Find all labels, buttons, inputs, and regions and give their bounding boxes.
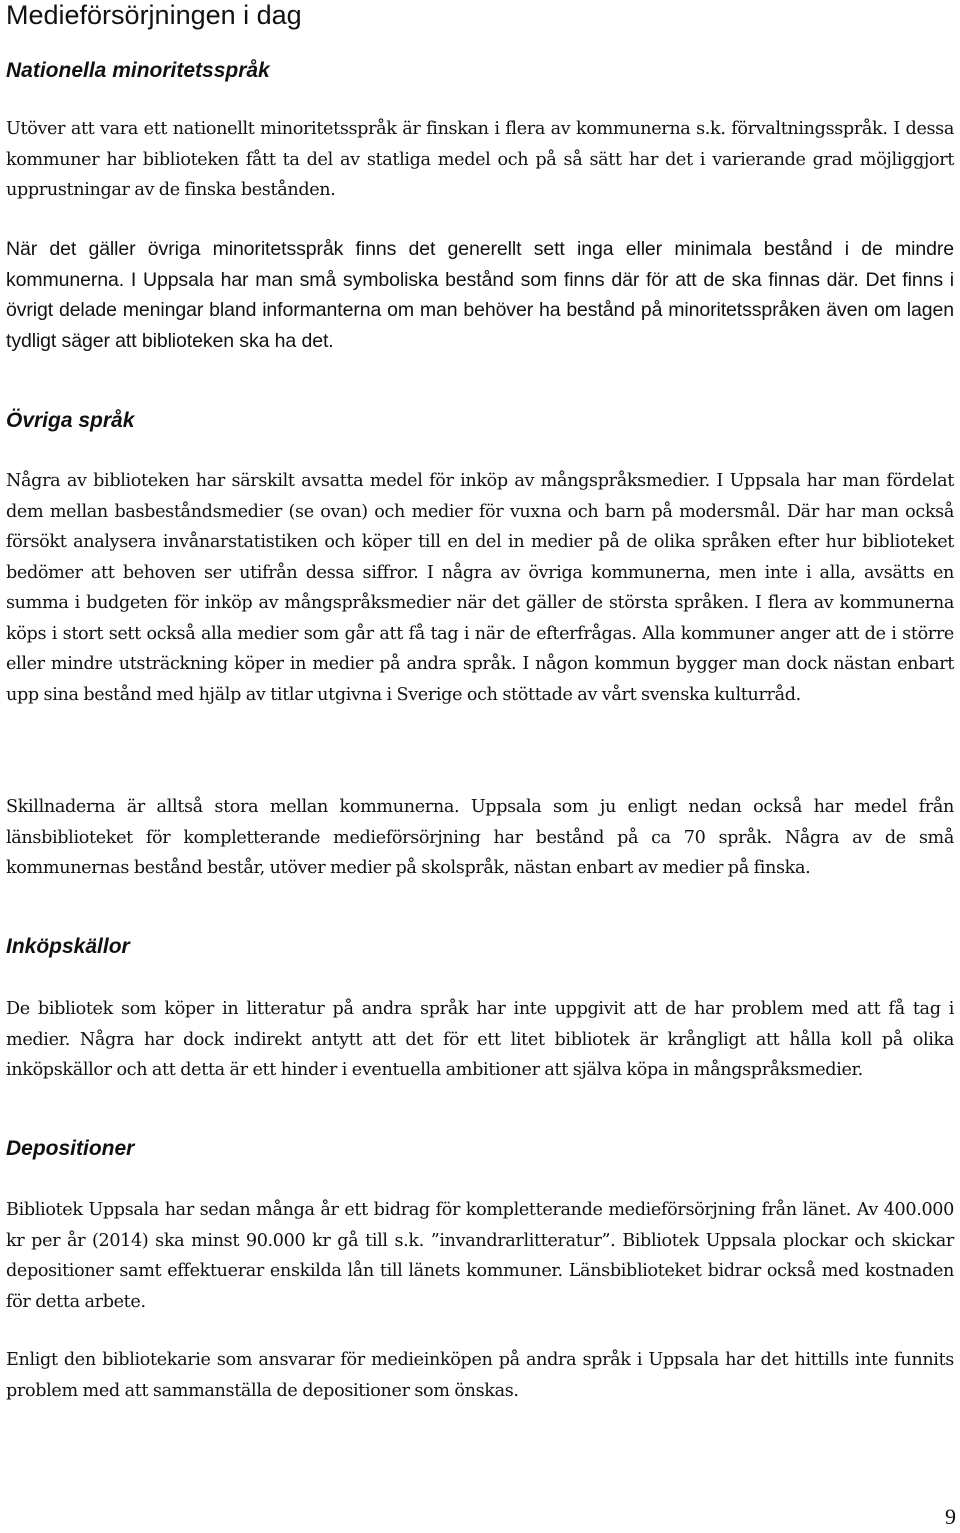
paragraph-depositioner-1: Bibliotek Uppsala har sedan många år ett bidrag för kompletterande medieförsörjning från länet. Av 400.000 kr per år (2014) ska minst 90.000 kr gå till s.k. ”invandrarlitteratur”. Bibliotek Uppsala plockar och skickar depositioner samt effektuerar enskilda lån till länets kommuner. Länsbiblioteket bidrar också med kostnaden för detta arbete. bbox=[6, 1200, 954, 1312]
page-number: 9 bbox=[945, 1504, 956, 1529]
paragraph-nationella-1: Utöver att vara ett nationellt minoritetsspråk är finskan i flera av kommunerna s.k. förvaltningsspråk. I dessa kommuner har biblioteken fått ta del av statliga medel och på så sätt har det i varierande grad möjliggjort upprustningar av de finska bestånden. bbox=[6, 119, 954, 200]
section-title-nationella: Nationella minoritetsspråk bbox=[6, 59, 270, 82]
paragraph-nationella-2: När det gäller övriga minoritetsspråk finns det generellt sett inga eller minimala bestånd i de mindre kommunerna. I Uppsala har man små symboliska bestånd som finns där för att de ska finnas där. Det finns i övrigt delade meningar bland informanterna om man behöver ha bestånd på minoritetsspråken även om lagen tydligt säger att biblioteken ska ha det. bbox=[6, 238, 954, 352]
paragraph-ovriga-1: Några av biblioteken har särskilt avsatta medel för inköp av mångspråksmedier. I Uppsala har man fördelat dem mellan basbeståndsmedier (se ovan) och medier för vuxna och barn på modersmål. Där har man också försökt analysera invånarstatistiken och köper till en del in medier på de olika språken efter hur biblioteket bedömer att behoven ser utifrån dessa siffror. I några av övriga kommunerna, men inte i alla, avsätts en summa i budgeten för inköp av mångspråksmedier när det gäller de största språken. I flera av kommunerna köps i stort sett också alla medier som går att få tag i när de efterfrågas. Alla kommuner anger att de i större eller mindre utsträckning köper in medier på andra språk. I någon kommun bygger man dock nästan enbart upp sina bestånd med hjälp av titlar utgivna i Sverige och stöttade av vårt svenska kulturråd. bbox=[6, 471, 954, 705]
page-title: Medieförsörjningen i dag bbox=[6, 0, 302, 30]
paragraph-depositioner-2: Enligt den bibliotekarie som ansvarar för medieinköpen på andra språk i Uppsala har det hittills inte funnits problem med att sammanställa de depositioner som önskas. bbox=[6, 1350, 954, 1401]
paragraph-inkop-1: De bibliotek som köper in litteratur på andra språk har inte uppgivit att de har problem med att få tag i medier. Några har dock indirekt antytt att det för ett litet bibliotek är krångligt att hålla koll på olika inköpskällor och att detta är ett hinder i eventuella ambitioner att själva köpa in mångspråksmedier. bbox=[6, 999, 954, 1080]
section-title-ovriga: Övriga språk bbox=[6, 409, 135, 432]
section-title-depositioner: Depositioner bbox=[6, 1137, 135, 1160]
section-title-inkop: Inköpskällor bbox=[6, 935, 130, 958]
paragraph-ovriga-2: Skillnaderna är alltså stora mellan kommunerna. Uppsala som ju enligt nedan också har medel från länsbiblioteket för kompletterande medieförsörjning har bestånd på ca 70 språk. Några av de små kommunernas bestånd består, utöver medier på skolspråk, nästan enbart av medier på finska. bbox=[6, 797, 954, 878]
